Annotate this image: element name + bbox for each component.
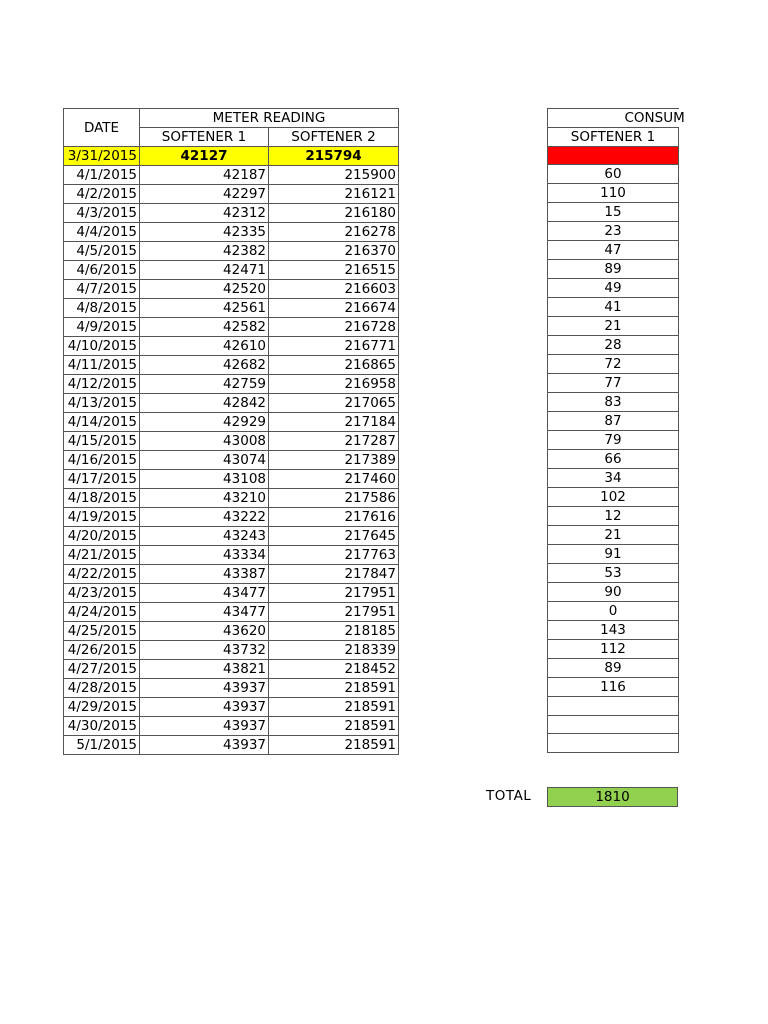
date-cell: 4/12/2015: [64, 375, 140, 394]
softener-2-reading-cell: 217065: [269, 394, 399, 413]
table-row: [64, 242, 399, 261]
consumption-cell: 91: [548, 545, 679, 564]
table-row: [548, 355, 679, 374]
table-row: [548, 222, 679, 241]
table-row: [548, 450, 679, 469]
date-cell: 4/21/2015: [64, 546, 140, 565]
softener-2-reading-cell: 216370: [269, 242, 399, 261]
date-cell: 4/1/2015: [64, 166, 140, 185]
softener-2-reading-cell: 217847: [269, 565, 399, 584]
softener-1-reading-cell: 43937: [140, 698, 269, 717]
table-row: [64, 185, 399, 204]
date-cell: 4/26/2015: [64, 641, 140, 660]
meter-reading-table: [63, 108, 399, 755]
consumption-rows: [548, 147, 679, 753]
softener-1-reading-cell: 43222: [140, 508, 269, 527]
table-row: [64, 356, 399, 375]
consumption-cell: 83: [548, 393, 679, 412]
softener-1-reading-cell: 42561: [140, 299, 269, 318]
consumption-cell: 41: [548, 298, 679, 317]
consumption-cell: 66: [548, 450, 679, 469]
softener-2-reading-cell: 216771: [269, 337, 399, 356]
date-cell: 4/11/2015: [64, 356, 140, 375]
softener-2-reading-cell: 217586: [269, 489, 399, 508]
softener-1-reading-cell: 42127: [140, 147, 269, 166]
consumption-cell: 90: [548, 583, 679, 602]
table-row: [64, 223, 399, 242]
table-row: [64, 451, 399, 470]
softener-1-reading-cell: 43937: [140, 736, 269, 755]
table-row: [64, 432, 399, 451]
table-row: [64, 527, 399, 546]
softener-2-reading-cell: 217645: [269, 527, 399, 546]
softener-2-reading-cell: 218339: [269, 641, 399, 660]
table-row: [548, 469, 679, 488]
meter-reading-header: METER READING: [140, 109, 399, 128]
softener-1-reading-cell: 43937: [140, 679, 269, 698]
consumption-cell: 112: [548, 640, 679, 659]
softener-2-reading-cell: 216728: [269, 318, 399, 337]
date-cell: 4/24/2015: [64, 603, 140, 622]
date-cell: 4/27/2015: [64, 660, 140, 679]
date-cell: 4/8/2015: [64, 299, 140, 318]
softener-2-reading-cell: 217184: [269, 413, 399, 432]
softener-1-reading-cell: 42610: [140, 337, 269, 356]
date-cell: 4/20/2015: [64, 527, 140, 546]
table-row: [64, 394, 399, 413]
date-cell: 4/18/2015: [64, 489, 140, 508]
softener-1-reading-cell: 43477: [140, 584, 269, 603]
softener-1-reading-cell: 43387: [140, 565, 269, 584]
date-cell: 4/4/2015: [64, 223, 140, 242]
softener-1-reading-cell: 43937: [140, 717, 269, 736]
date-cell: 4/7/2015: [64, 280, 140, 299]
softener-1-reading-cell: 43074: [140, 451, 269, 470]
consumption-cell: 49: [548, 279, 679, 298]
softener-1-reading-cell: 42929: [140, 413, 269, 432]
consumption-cell: 143: [548, 621, 679, 640]
softener-2-reading-cell: 217951: [269, 584, 399, 603]
consumption-header: [548, 109, 685, 128]
table-row: [64, 736, 399, 755]
table-row: [64, 508, 399, 527]
total-label: TOTAL: [486, 788, 532, 804]
softener-2-reading-cell: 216515: [269, 261, 399, 280]
date-cell: 4/5/2015: [64, 242, 140, 261]
softener-1-reading-cell: 42471: [140, 261, 269, 280]
consumption-cell: [548, 697, 679, 715]
softener-2-reading-cell: 215794: [269, 147, 399, 166]
date-cell: 3/31/2015: [64, 147, 140, 166]
date-cell: 4/3/2015: [64, 204, 140, 223]
table-row: [64, 584, 399, 603]
date-cell: 4/28/2015: [64, 679, 140, 698]
consumption-cell: 21: [548, 317, 679, 336]
softener-1-reading-cell: 43243: [140, 527, 269, 546]
table-row: [548, 317, 679, 336]
softener-1-reading-cell: 42582: [140, 318, 269, 337]
table-row: [548, 260, 679, 279]
softener-1-reading-cell: 42842: [140, 394, 269, 413]
softener-2-header: SOFTENER 2: [269, 128, 399, 147]
consumption-header-label: CONSUM: [624, 110, 685, 126]
consumption-cell: 89: [548, 659, 679, 678]
consumption-cell: 110: [548, 184, 679, 203]
softener-1-reading-cell: 43477: [140, 603, 269, 622]
consumption-table: [547, 108, 685, 753]
table-row: [64, 717, 399, 736]
table-row: [64, 679, 399, 698]
softener-2-reading-cell: 218452: [269, 660, 399, 679]
table-row: [548, 336, 679, 355]
date-cell: 4/2/2015: [64, 185, 140, 204]
consumption-cell: 116: [548, 678, 679, 697]
softener-2-reading-cell: 216121: [269, 185, 399, 204]
softener-1-reading-cell: 43334: [140, 546, 269, 565]
softener-2-reading-cell: 215900: [269, 166, 399, 185]
table-row: [548, 507, 679, 526]
date-cell: 4/9/2015: [64, 318, 140, 337]
softener-1-reading-cell: 42382: [140, 242, 269, 261]
softener-1-reading-cell: 43210: [140, 489, 269, 508]
softener-1-reading-cell: 42520: [140, 280, 269, 299]
table-row: [548, 374, 679, 393]
date-cell: 4/19/2015: [64, 508, 140, 527]
softener-2-reading-cell: 216865: [269, 356, 399, 375]
softener-1-reading-cell: 42297: [140, 185, 269, 204]
softener-2-reading-cell: 218185: [269, 622, 399, 641]
softener-1-reading-cell: 43732: [140, 641, 269, 660]
consumption-cell: 87: [548, 412, 679, 431]
table-row: [548, 298, 679, 317]
table-row: [548, 678, 679, 697]
date-cell: 4/10/2015: [64, 337, 140, 356]
softener-1-reading-cell: 43821: [140, 660, 269, 679]
table-row: [548, 147, 679, 165]
table-row: [64, 318, 399, 337]
consumption-cell: 21: [548, 526, 679, 545]
table-row: [64, 166, 399, 185]
table-row: [64, 698, 399, 717]
table-row: [64, 299, 399, 318]
softener-2-reading-cell: 217287: [269, 432, 399, 451]
total-value: 1810: [547, 787, 678, 807]
softener-2-reading-cell: 217460: [269, 470, 399, 489]
softener-1-reading-cell: 42312: [140, 204, 269, 223]
consumption-cell: 0: [548, 602, 679, 621]
table-row: [548, 431, 679, 450]
table-row: [64, 622, 399, 641]
date-cell: 4/23/2015: [64, 584, 140, 603]
date-cell: 4/13/2015: [64, 394, 140, 413]
date-cell: 4/15/2015: [64, 432, 140, 451]
date-cell: 4/25/2015: [64, 622, 140, 641]
consumption-cell: 77: [548, 374, 679, 393]
table-row: [64, 489, 399, 508]
table-row: [64, 565, 399, 584]
consumption-cell: 102: [548, 488, 679, 507]
meter-reading-rows: [64, 147, 399, 755]
softener-2-reading-cell: 216278: [269, 223, 399, 242]
consumption-cell: 28: [548, 336, 679, 355]
table-row: [64, 470, 399, 489]
table-row: [548, 165, 679, 184]
table-row: [64, 261, 399, 280]
table-row: [548, 640, 679, 659]
softener-1-header: SOFTENER 1: [140, 128, 269, 147]
date-header: DATE: [64, 109, 140, 147]
baseline-row: [64, 147, 399, 166]
table-row: [548, 583, 679, 602]
date-cell: 4/29/2015: [64, 698, 140, 717]
softener-2-reading-cell: 216603: [269, 280, 399, 299]
softener-2-reading-cell: 218591: [269, 698, 399, 717]
table-row: [64, 641, 399, 660]
table-row: [64, 413, 399, 432]
softener-2-reading-cell: 216958: [269, 375, 399, 394]
table-row: [548, 697, 679, 715]
table-row: [548, 488, 679, 507]
consumption-cell: 23: [548, 222, 679, 241]
table-row: [64, 603, 399, 622]
softener-2-reading-cell: 218591: [269, 717, 399, 736]
table-row: [548, 715, 679, 733]
table-row: [548, 184, 679, 203]
table-row: [548, 602, 679, 621]
softener-2-reading-cell: 216180: [269, 204, 399, 223]
softener-1-reading-cell: 42682: [140, 356, 269, 375]
date-cell: 4/16/2015: [64, 451, 140, 470]
softener-2-reading-cell: 217389: [269, 451, 399, 470]
table-row: [64, 546, 399, 565]
table-row: [64, 375, 399, 394]
table-row: [548, 545, 679, 564]
softener-2-reading-cell: 218591: [269, 679, 399, 698]
table-row: [64, 660, 399, 679]
table-row: [548, 393, 679, 412]
softener-2-reading-cell: 217763: [269, 546, 399, 565]
softener-1-reading-cell: 43008: [140, 432, 269, 451]
table-row: [548, 412, 679, 431]
consumption-cell: [548, 715, 679, 733]
consumption-cell: 34: [548, 469, 679, 488]
date-cell: 4/14/2015: [64, 413, 140, 432]
softener-2-reading-cell: 217951: [269, 603, 399, 622]
date-cell: 5/1/2015: [64, 736, 140, 755]
consumption-cell: [548, 734, 679, 752]
softener-1-reading-cell: 43108: [140, 470, 269, 489]
softener-1-reading-cell: 42759: [140, 375, 269, 394]
table-row: [64, 280, 399, 299]
date-cell: 4/22/2015: [64, 565, 140, 584]
table-row: [548, 564, 679, 583]
consumption-cell: 47: [548, 241, 679, 260]
softener-1-reading-cell: 43620: [140, 622, 269, 641]
consumption-cell: 53: [548, 564, 679, 583]
table-row: [548, 621, 679, 640]
table-row: [548, 526, 679, 545]
consumption-cell: [548, 147, 679, 165]
table-row: [64, 204, 399, 223]
softener-2-reading-cell: 216674: [269, 299, 399, 318]
table-row: [548, 241, 679, 260]
consumption-cell: 15: [548, 203, 679, 222]
consumption-cell: 60: [548, 165, 679, 184]
table-row: [548, 279, 679, 298]
softener-2-reading-cell: 217616: [269, 508, 399, 527]
table-row: [548, 659, 679, 678]
date-cell: 4/6/2015: [64, 261, 140, 280]
table-row: [548, 203, 679, 222]
consumption-cell: 79: [548, 431, 679, 450]
consumption-softener-1-header: SOFTENER 1: [548, 128, 679, 147]
table-row: [548, 734, 679, 752]
softener-2-reading-cell: 218591: [269, 736, 399, 755]
softener-1-reading-cell: 42187: [140, 166, 269, 185]
date-cell: 4/30/2015: [64, 717, 140, 736]
consumption-cell: 12: [548, 507, 679, 526]
consumption-cell: 89: [548, 260, 679, 279]
consumption-cell: 72: [548, 355, 679, 374]
date-cell: 4/17/2015: [64, 470, 140, 489]
table-row: [64, 337, 399, 356]
softener-1-reading-cell: 42335: [140, 223, 269, 242]
